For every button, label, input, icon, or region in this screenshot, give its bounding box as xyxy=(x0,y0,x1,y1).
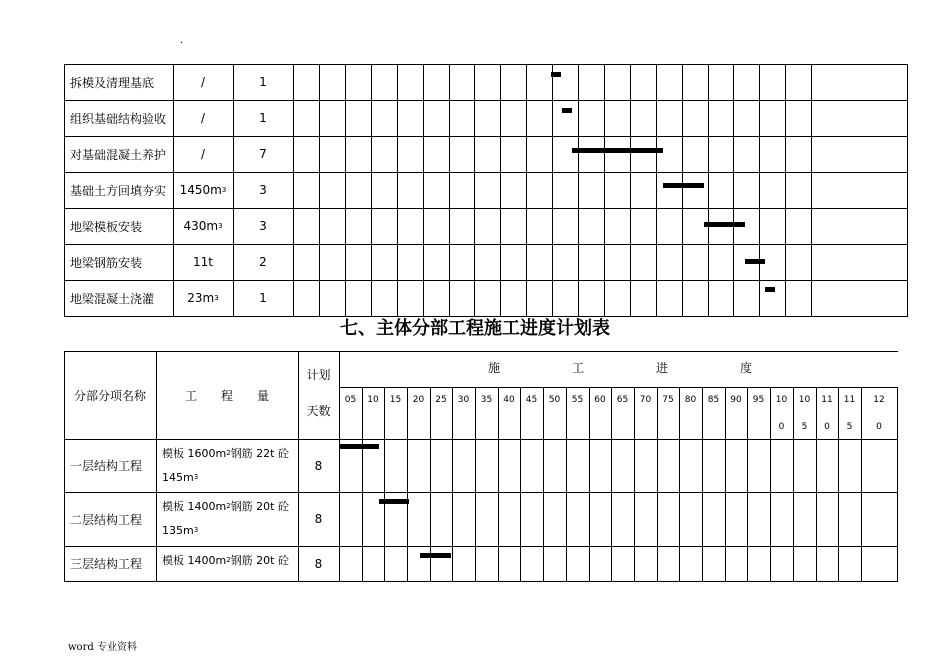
grid-line xyxy=(520,387,521,582)
tick-label: 30 xyxy=(457,395,470,405)
tick-label-top: 11 xyxy=(843,395,856,405)
tick-label: 35 xyxy=(480,395,493,405)
grid-line xyxy=(543,387,544,582)
grid-line xyxy=(816,387,817,582)
task-days: 2 xyxy=(259,255,267,269)
structure-quantity-line2: 135m 3 xyxy=(162,523,199,537)
grid-line xyxy=(339,387,898,388)
tick-label-bottom: 0 xyxy=(824,422,830,432)
tick-label-bottom: 5 xyxy=(801,422,808,432)
task-quantity: / xyxy=(200,75,206,89)
grid-line xyxy=(861,387,862,582)
grid-line xyxy=(384,387,385,582)
grid-line xyxy=(156,351,157,582)
structure-name: 一层结构工程 xyxy=(70,459,143,473)
tick-label: 05 xyxy=(344,395,357,405)
gantt-bar xyxy=(562,108,572,113)
task-quantity: 11t xyxy=(193,255,213,269)
gantt-bar xyxy=(339,444,379,449)
task-quantity: 23m 3 xyxy=(187,291,219,305)
grid-line xyxy=(589,387,590,582)
tick-label: 45 xyxy=(525,395,538,405)
task-days: 1 xyxy=(259,291,267,305)
col-header-days-1: 计划 xyxy=(306,367,331,382)
grid-line xyxy=(770,387,771,582)
grid-line xyxy=(64,581,898,582)
gantt-bar xyxy=(420,553,451,558)
tick-label: 75 xyxy=(662,395,674,405)
grid-line xyxy=(362,387,363,582)
col-header-days-2: 天数 xyxy=(306,403,331,418)
structure-quantity-line1: 模板 1400m 2 钢筋 20t 砼 xyxy=(162,500,289,513)
tick-label: 85 xyxy=(707,395,720,405)
gantt-bar xyxy=(704,222,745,227)
grid-line xyxy=(793,387,794,582)
grid-line xyxy=(498,387,499,582)
task-days: 7 xyxy=(259,147,267,161)
structure-days: 8 xyxy=(314,556,323,571)
structure-days: 8 xyxy=(314,458,323,473)
tick-label: 40 xyxy=(503,395,515,405)
grid-line xyxy=(64,351,65,582)
subscript: 3 xyxy=(193,473,199,481)
structure-quantity-line1: 模板 1600m 2 钢筋 22t 砼 xyxy=(162,447,289,460)
tick-label-bottom: 0 xyxy=(876,422,882,432)
grid-line xyxy=(566,387,567,582)
tick-label: 50 xyxy=(548,395,561,405)
progress-header: 施 工 进 度 xyxy=(488,360,753,375)
tick-label: 25 xyxy=(435,395,447,405)
footer-text: word 专业资料 xyxy=(68,642,137,653)
subscript: 2 xyxy=(226,449,231,457)
task-days: 3 xyxy=(259,219,267,233)
gantt-bar xyxy=(663,183,704,188)
grid-line xyxy=(725,387,726,582)
grid-line xyxy=(679,387,680,582)
task-name: 组织基础结构验收 xyxy=(70,111,167,126)
subscript: 3 xyxy=(221,186,227,194)
tick-label-top: 12 xyxy=(873,395,885,405)
col-header-name: 分部分项名称 xyxy=(73,388,146,403)
task-days: 3 xyxy=(259,183,267,197)
subscript: 3 xyxy=(214,294,219,302)
grid-line xyxy=(64,492,898,493)
structure-name: 二层结构工程 xyxy=(70,512,143,527)
subscript: 2 xyxy=(226,502,231,510)
grid-line xyxy=(747,387,748,582)
tick-label: 15 xyxy=(389,395,402,405)
structure-name: 三层结构工程 xyxy=(70,557,143,571)
subscript: 3 xyxy=(193,526,199,534)
tick-label-bottom: 0 xyxy=(778,422,785,432)
task-name: 对基础混凝土养护 xyxy=(70,147,167,162)
task-name: 基础土方回填夯实 xyxy=(70,183,167,198)
col-header-quantity: 工 程 量 xyxy=(184,388,269,403)
gantt-bar xyxy=(551,72,561,77)
task-name: 地梁模板安装 xyxy=(70,219,143,234)
structure-quantity-line1: 模板 1400m 2 钢筋 20t 砼 xyxy=(162,554,289,567)
tick-label: 10 xyxy=(367,395,379,405)
tick-label: 80 xyxy=(684,395,697,405)
grid-line xyxy=(838,387,839,582)
gantt-bar xyxy=(379,499,409,504)
grid-line xyxy=(897,387,898,582)
tick-label-top: 11 xyxy=(821,395,833,405)
grid-line xyxy=(407,387,408,582)
tick-label: 65 xyxy=(616,395,629,405)
structure-days: 8 xyxy=(314,512,323,526)
task-quantity: / xyxy=(200,111,206,125)
grid-line xyxy=(64,546,898,547)
task-quantity: / xyxy=(200,147,206,161)
task-days: 1 xyxy=(259,111,267,125)
grid-line xyxy=(452,387,453,582)
grid-line xyxy=(64,439,898,440)
tick-label: 55 xyxy=(571,395,584,405)
tick-label: 70 xyxy=(639,395,652,405)
section-title: 七、主体分部工程施工进度计划表 xyxy=(340,318,610,339)
grid-line xyxy=(339,351,340,582)
tick-label: 60 xyxy=(594,395,606,405)
grid-line xyxy=(611,387,612,582)
task-name: 拆模及清理基底 xyxy=(70,75,155,90)
grid-line xyxy=(64,351,898,352)
tick-label: 90 xyxy=(730,395,742,405)
task-days: 1 xyxy=(259,75,267,89)
subscript: 3 xyxy=(218,222,223,230)
task-quantity: 430m 3 xyxy=(183,219,223,233)
tick-label-top: 10 xyxy=(798,395,811,405)
gantt-bar xyxy=(572,148,663,153)
task-name: 地梁钢筋安装 xyxy=(70,255,143,270)
grid-line xyxy=(634,387,635,582)
grid-line xyxy=(657,387,658,582)
subscript: 2 xyxy=(226,556,231,564)
task-name: 地梁混凝土浇灌 xyxy=(70,291,155,306)
grid-line xyxy=(475,387,476,582)
grid-line xyxy=(702,387,703,582)
tick-label-bottom: 5 xyxy=(846,422,853,432)
structure-quantity-line2: 145m 3 xyxy=(162,470,199,484)
tick-label: 20 xyxy=(412,395,425,405)
gantt-bar xyxy=(765,287,775,292)
gantt-bar xyxy=(745,259,765,264)
task-quantity: 1450m 3 xyxy=(179,183,227,197)
header-dot: · xyxy=(180,38,184,49)
tick-label-top: 10 xyxy=(775,395,788,405)
tick-label: 95 xyxy=(752,395,765,405)
